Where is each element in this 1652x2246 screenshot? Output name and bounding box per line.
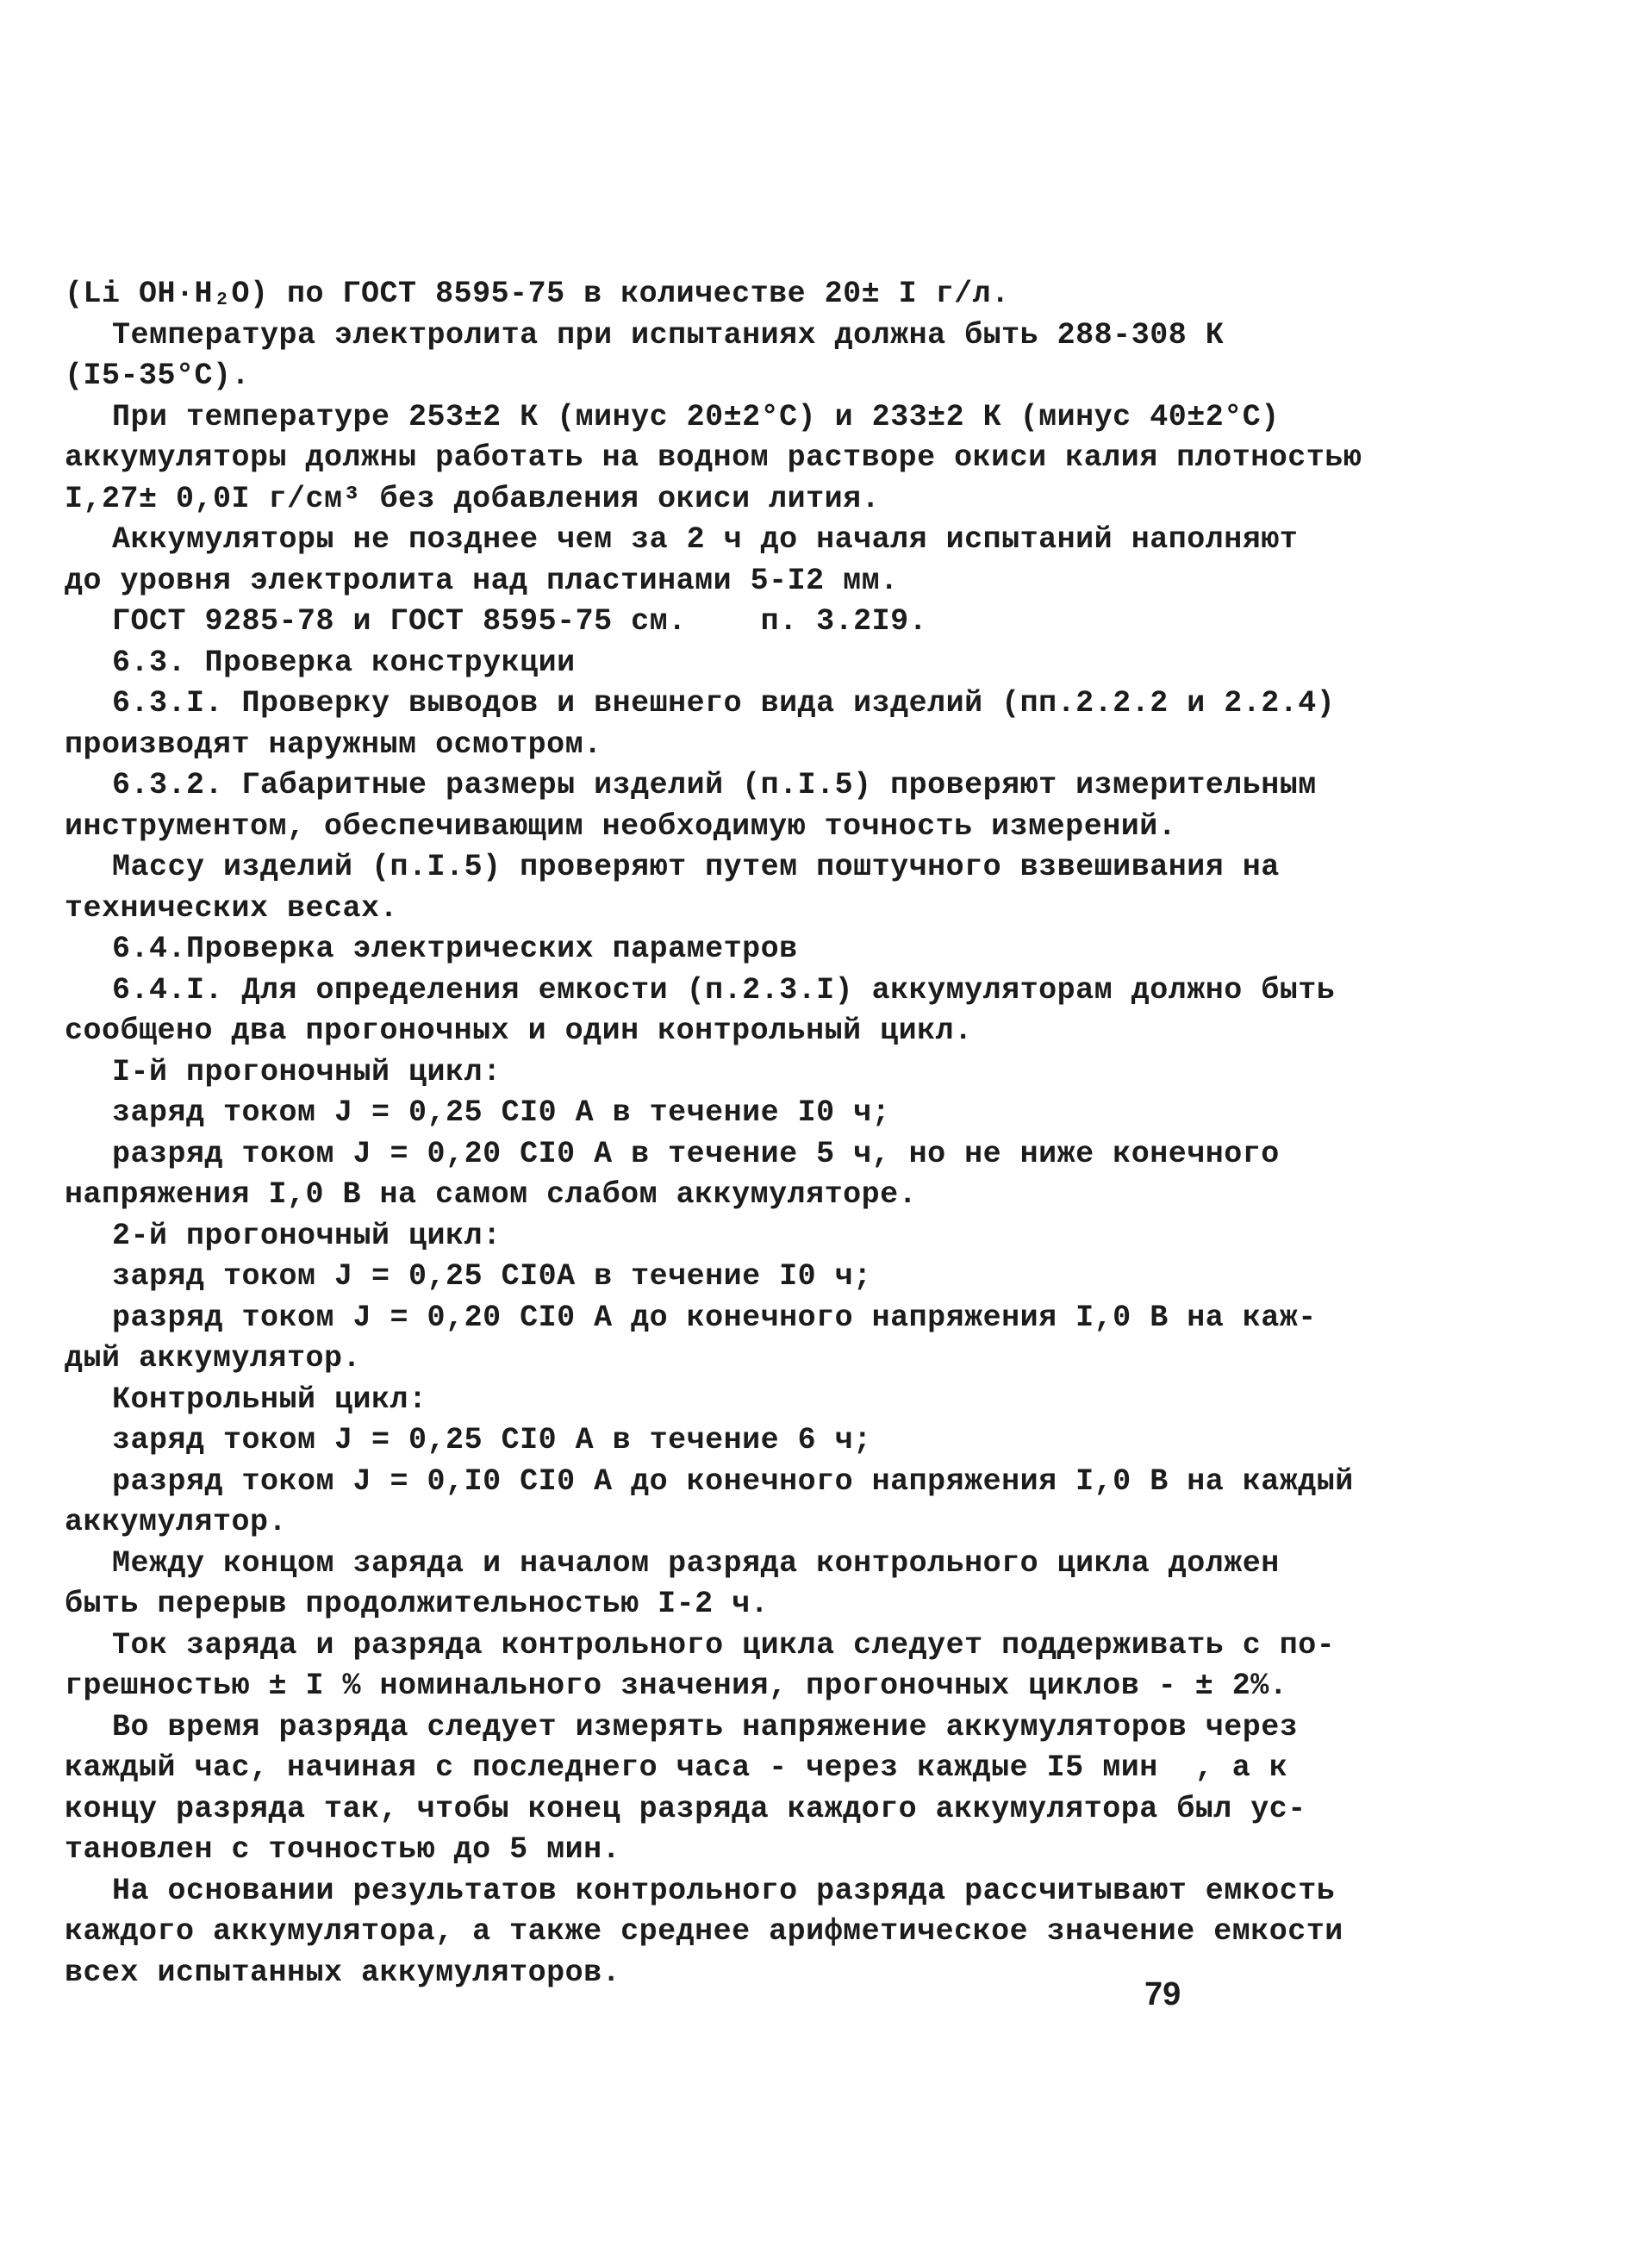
- text-line: Ток заряда и разряда контрольного цикла следует поддерживать с по-: [112, 1627, 1336, 1663]
- text-line: концу разряда так, чтобы конец разряда каждого аккумулятора был ус-: [65, 1791, 1306, 1826]
- text-line: каждого аккумулятора, а также среднее арифметическое значение емкости: [65, 1914, 1343, 1949]
- text-line: Во время разряда следует измерять напряжение аккумуляторов через: [112, 1709, 1299, 1744]
- text-line: (I5-35°С).: [65, 359, 251, 393]
- text-line: заряд током J = 0,25 CI0 А в течение I0 ч;: [112, 1095, 891, 1130]
- text-line: I,27± 0,0I г/см³ без добавления окиси лития.: [65, 481, 881, 516]
- text-line: аккумуляторы должны работать на водном растворе окиси калия плотностью: [65, 440, 1362, 475]
- text-line: производят наружным осмотром.: [65, 727, 602, 762]
- text-line: На основании результатов контрольного разряда рассчитывают емкость: [112, 1873, 1336, 1908]
- text-line: разряд током J = 0,20 CI0 А до конечного напряжения I,0 В на каж-: [112, 1300, 1317, 1335]
- text-line: Контрольный цикл:: [112, 1382, 427, 1417]
- body-text: [65, 274, 1362, 1993]
- text-line: 6.3. Проверка конструкции: [112, 645, 576, 680]
- text-line: разряд током J = 0,I0 CI0 А до конечного напряжения I,0 В на каждый: [112, 1463, 1354, 1499]
- text-line: заряд током J = 0,25 CI0А в течение I0 ч;: [112, 1259, 872, 1294]
- text-line: При температуре 253±2 К (минус 20±2°С) и 233±2 К (минус 40±2°С): [112, 399, 1280, 434]
- text-line: Температура электролита при испытаниях должна быть 288-308 К: [112, 317, 1225, 352]
- text-line: инструментом, обеспечивающим необходимую точность измерений.: [65, 808, 1177, 844]
- text-line: каждый час, начиная с последнего часа - через каждые I5 мин , а к: [65, 1750, 1288, 1785]
- text-line: (Li OH·H₂O) по ГОСТ 8595-75 в количестве 20± I г/л.: [65, 277, 1010, 311]
- text-line: заряд током J = 0,25 CI0 А в течение 6 ч;: [112, 1423, 872, 1457]
- page-number: 79: [1144, 1976, 1181, 2012]
- text-line: 6.4.I. Для определения емкости (п.2.3.I) аккумуляторам должно быть: [112, 972, 1336, 1008]
- text-line: до уровня электролита над пластинами 5-I2 мм.: [65, 563, 899, 598]
- text-line: сообщено два прогоночных и один контрольный цикл.: [65, 1014, 973, 1048]
- text-line: Между концом заряда и началом разряда контрольного цикла должен: [112, 1545, 1280, 1581]
- text-line: I-й прогоночный цикл:: [112, 1054, 502, 1089]
- text-line: дый аккумулятор.: [65, 1341, 362, 1376]
- text-line: 6.3.2. Габаритные размеры изделий (п.I.5) проверяют измерительным: [112, 768, 1317, 802]
- text-line: 6.4.Проверка электрических параметров: [112, 932, 798, 966]
- text-line: Массу изделий (п.I.5) проверяют путем поштучного взвешивания на: [112, 850, 1280, 884]
- text-line: напряжения I,0 В на самом слабом аккумуляторе.: [65, 1177, 918, 1212]
- text-line: 2-й прогоночный цикл:: [112, 1218, 502, 1253]
- text-line: аккумулятор.: [65, 1505, 288, 1539]
- text-line: тановлен с точностью до 5 мин.: [65, 1832, 621, 1867]
- text-line: технических весах.: [65, 890, 399, 926]
- text-line: всех испытанных аккумуляторов.: [65, 1955, 621, 1990]
- text-line: разряд током J = 0,20 CI0 А в течение 5 ч, но не ниже конечного: [112, 1136, 1280, 1171]
- text-line: грешностью ± I % номинального значения, прогоночных циклов - ± 2%.: [65, 1669, 1288, 1703]
- text-line: быть перерыв продолжительностью I-2 ч.: [65, 1587, 770, 1621]
- text-line: Аккумуляторы не позднее чем за 2 ч до началя испытаний наполняют: [112, 522, 1299, 557]
- text-line: 6.3.I. Проверку выводов и внешнего вида изделий (пп.2.2.2 и 2.2.4): [112, 686, 1336, 721]
- text-line: ГОСТ 9285-78 и ГОСТ 8595-75 см. п. 3.2I9.: [112, 604, 928, 639]
